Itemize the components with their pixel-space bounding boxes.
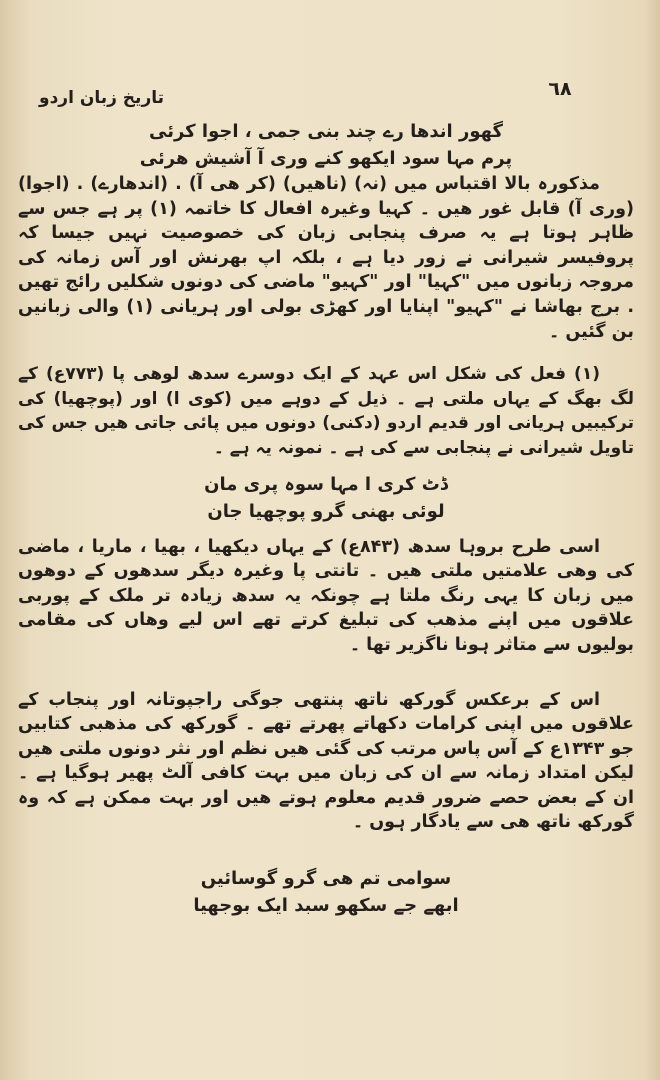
verse-2-line-2: لوئی بھنی گرو پوچھیا جان (207, 500, 445, 522)
verse-1-line-2: پرم مہا سود ایکھو کنے وری آ آشیش ھرئی (139, 148, 513, 169)
verse-3-line-1: سوامی تم ھی گرو گوسائیں (200, 868, 452, 890)
verse-3-line-2: ابھے جے سکھو سبد ایک بوجھیا (193, 895, 459, 917)
paragraph-2: (۱) فعل کی شکل اس عہد کے ایک دوسرے سدھ لوھی پا (۷۷۳ع) کے لگ بھگ کے یہاں ملتی ہے ۔ ذیل کے دوہے میں (کوی ا) اور (پوچھیا) کی ترکیبیں ہریانی اور قدیم اردو (دکنی) دونوں میں پائی جاتی ھیں جس کی تاویل شیرانی نے پنجابی سے کی ہے ۔ نمونہ یہ ہے ۔ (18, 364, 634, 458)
paragraph-3: اسی طرح بروہا سدھ (۸۴۳ع) کے یہاں دیکھیا ، بھیا ، ماریا ، ماضی کی وھی علامتیں ملتی ھیں ۔ تانتی پا وغیرہ دیگر سدھوں کے دوھوں میں زبان کا یہی رنگ ملتا ہے چونکہ یہ سدھ زیادہ تر ملک کے پوربی علاقوں میں اپنے مذھب کی تبلیغ کرتے تھے اس لیے وھاں کی مقامی بولیوں سے متاثر ہونا ناگزیر تھا ۔ (18, 536, 634, 655)
page-body (18, 118, 634, 919)
verse-1-line-1: گھور اندھا رے چند بنی جمی ، اجوا کرئی (149, 121, 503, 142)
paragraph-1: مذکورہ بالا اقتباس میں (نہ) (ناھیں) (کر ھی آ) . (اندھارے) . (اجوا) (وری آ) قابل غور ھیں ۔ کہیا وغیرہ افعال کا خاتمہ (۱) پر ہے جس سے ظاہر ہوتا ہے یہ صرف پنجابی زبان کی خصوصیت نہیں جیسا کہ پروفیسر شیرانی نے زور دیا ہے ، بلکہ اپ بھرنش اور آس زمانہ کی مروجہ زبانوں میں "کہیا" اور "کہیو" ماضی کی دونوں شکلیں رائج تھیں . برج بھاشا نے "کہیو" اپنایا اور کھڑی بولی اور ہریانی (۱) والی زبانیں بن گئیں ۔ (18, 174, 634, 342)
running-head: تاریخ زبان اردو (39, 88, 164, 108)
paragraph-4: اس کے برعکس گورکھ ناتھ پنتھی جوگی راجپوتانہ اور پنجاب کے علاقوں میں اپنی کرامات دکھاتے پھرتے تھے ۔ گورکھ کی مذھبی کتابیں جو ۱۳۴۳ع کے آس پاس مرتب کی گئی ھیں نظم اور نثر دونوں ملتی ھیں لیکن امتداد زمانہ سے ان کی زبان میں بہت کافی آلٹ پھیر ہوگیا ہے ۔ ان کے بعض حصے ضرور قدیم معلوم ہوتے ھیں اور بہت ممکن ہے کہ وہ گورکھ ناتھ ھی سے یادگار ہوں ۔ (18, 689, 634, 833)
page-number: ٦٨ (548, 78, 572, 100)
verse-2-line-1: ڈٹ کری ا مہا سوہ پری مان (204, 473, 448, 495)
